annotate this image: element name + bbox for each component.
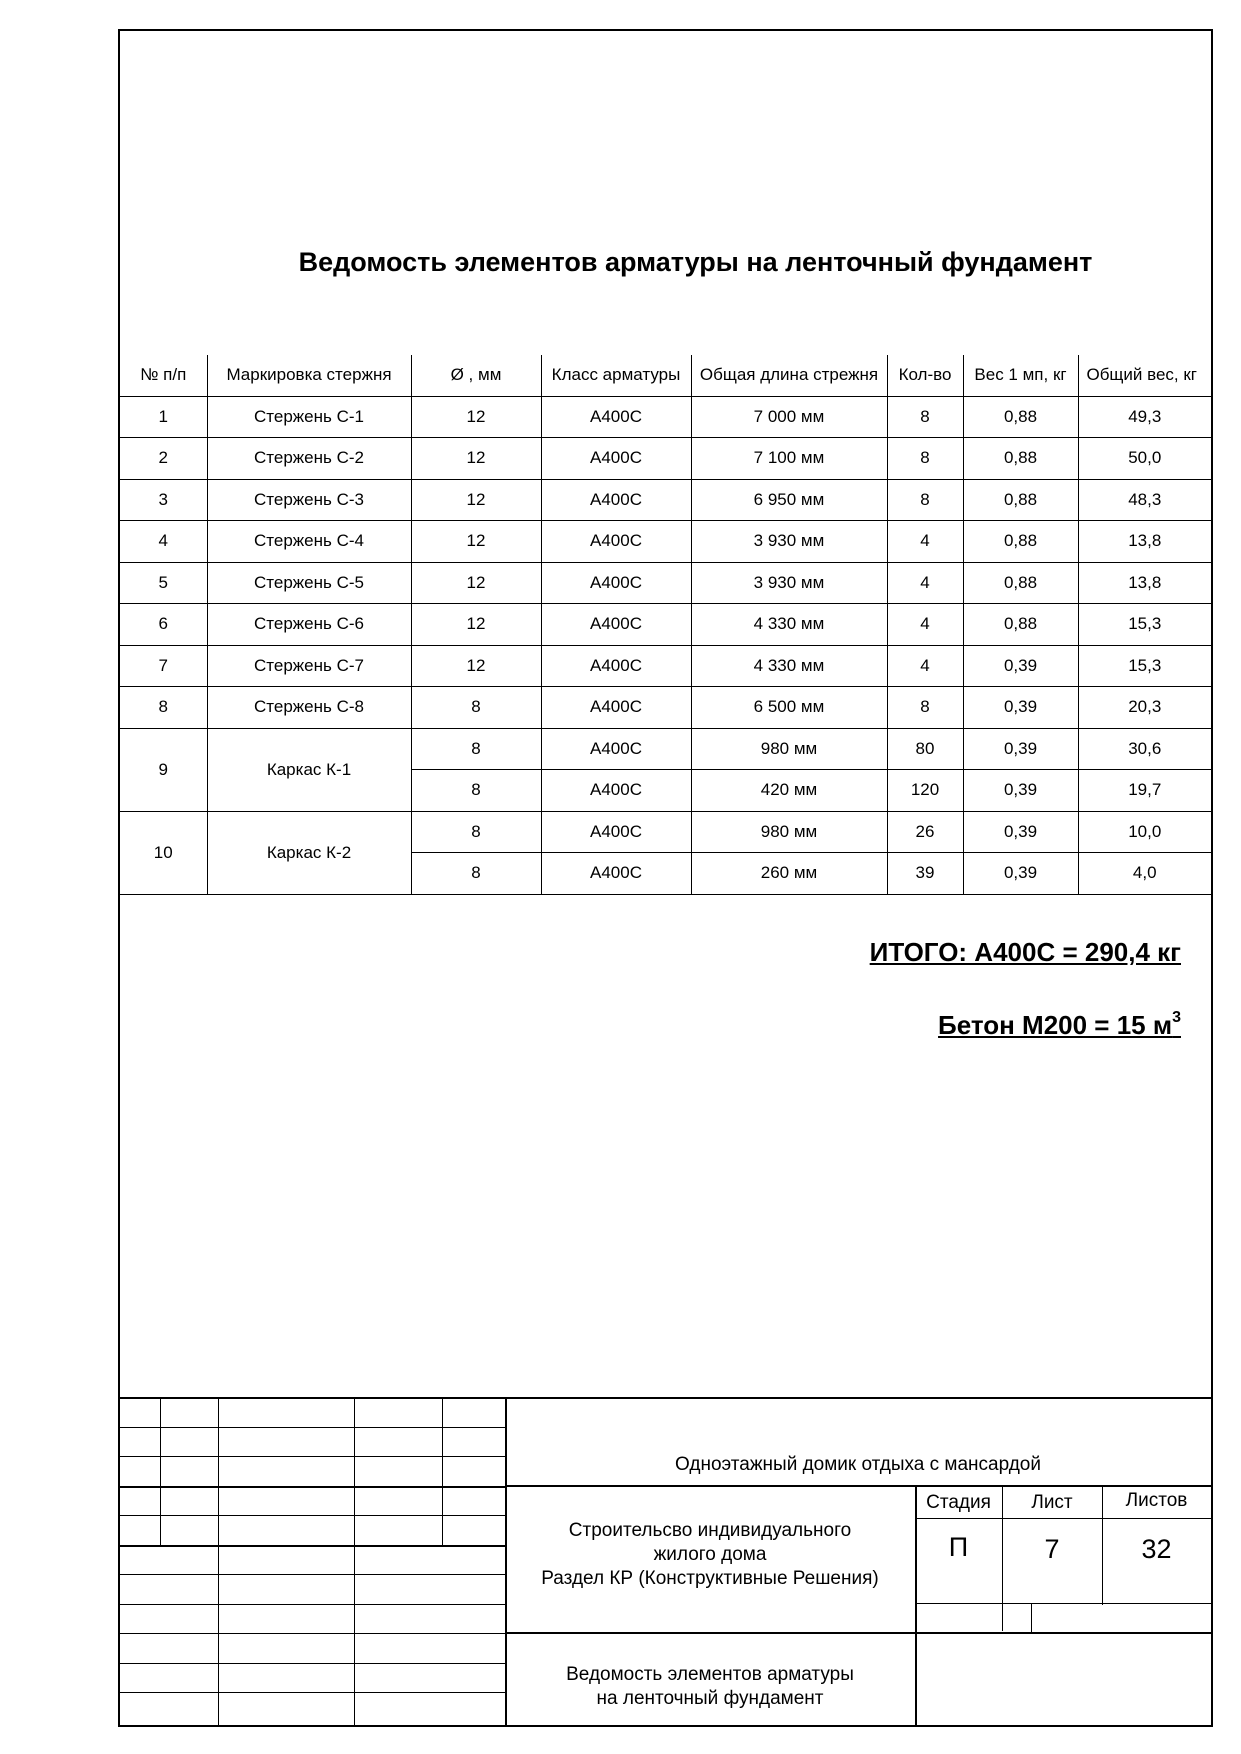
- grid-line: [120, 1633, 505, 1634]
- cell-diameter: 8: [411, 853, 541, 895]
- cell-length: 3 930 мм: [691, 521, 887, 563]
- steel-total: ИТОГО: А400С = 290,4 кг: [869, 937, 1181, 967]
- cell-class: А400С: [541, 438, 691, 480]
- cell-class: А400С: [541, 521, 691, 563]
- cell-num: 9: [120, 728, 207, 811]
- cell-mark: Стержень С-5: [207, 562, 411, 604]
- cell-qty: 120: [887, 770, 963, 812]
- cell-length: 3 930 мм: [691, 562, 887, 604]
- cell-class: А400С: [541, 770, 691, 812]
- cell-num: 6: [120, 604, 207, 646]
- cell-diameter: 8: [411, 770, 541, 812]
- header-num: № п/п: [120, 355, 207, 396]
- cell-num: 3: [120, 479, 207, 521]
- grid-line: [505, 1632, 1211, 1634]
- cell-num: 10: [120, 811, 207, 894]
- cell-length: 4 330 мм: [691, 604, 887, 646]
- grid-line: [505, 1485, 1211, 1487]
- header-unit-weight: Вес 1 мп, кг: [963, 355, 1078, 396]
- cell-unit-weight: 0,39: [963, 687, 1078, 729]
- cell-mark: Стержень С-2: [207, 438, 411, 480]
- grid-line: [354, 1397, 355, 1725]
- grid-line: [120, 1604, 505, 1605]
- cell-length: 420 мм: [691, 770, 887, 812]
- cell-diameter: 8: [411, 687, 541, 729]
- cell-mark: Стержень С-7: [207, 645, 411, 687]
- cell-total-weight: 15,3: [1078, 604, 1211, 646]
- cell-diameter: 12: [411, 438, 541, 480]
- grid-line: [160, 1397, 161, 1545]
- cell-qty: 4: [887, 562, 963, 604]
- grid-line: [120, 1456, 505, 1457]
- table-row: [120, 521, 1211, 563]
- table-row: [120, 645, 1211, 687]
- cell-qty: 8: [887, 438, 963, 480]
- cell-qty: 8: [887, 687, 963, 729]
- cell-total-weight: 30,6: [1078, 728, 1211, 770]
- cell-num: 5: [120, 562, 207, 604]
- cell-num: 1: [120, 396, 207, 438]
- cell-class: А400С: [541, 396, 691, 438]
- sheets-value: 32: [1141, 1534, 1172, 1564]
- cell-length: 980 мм: [691, 728, 887, 770]
- cell-length: 4 330 мм: [691, 645, 887, 687]
- cell-mark: Стержень С-1: [207, 396, 411, 438]
- cell-total-weight: 20,3: [1078, 687, 1211, 729]
- header-mark: Маркировка стержня: [207, 355, 411, 396]
- cell-unit-weight: 0,39: [963, 770, 1078, 812]
- cell-qty: 8: [887, 479, 963, 521]
- grid-line: [120, 1663, 505, 1664]
- description-line-1: Строительсво индивидуального: [568, 1520, 852, 1541]
- cell-total-weight: 4,0: [1078, 853, 1211, 895]
- cell-diameter: 8: [411, 811, 541, 853]
- grid-line: [120, 1545, 505, 1547]
- cell-class: А400С: [541, 479, 691, 521]
- sheet-title-line-1: Ведомость элементов арматуры: [566, 1664, 854, 1685]
- sheet-label: Лист: [1031, 1492, 1073, 1513]
- cell-total-weight: 10,0: [1078, 811, 1211, 853]
- table-row: [120, 811, 1211, 853]
- grid-line: [1002, 1485, 1003, 1631]
- grid-line: [120, 1574, 505, 1575]
- title-block-divider: [505, 1397, 507, 1725]
- cell-unit-weight: 0,39: [963, 728, 1078, 770]
- grid-line: [218, 1397, 219, 1725]
- cell-total-weight: 19,7: [1078, 770, 1211, 812]
- cell-qty: 39: [887, 853, 963, 895]
- cell-class: А400С: [541, 811, 691, 853]
- cell-qty: 8: [887, 396, 963, 438]
- cell-diameter: 12: [411, 604, 541, 646]
- grid-line: [120, 1692, 505, 1693]
- cell-qty: 4: [887, 521, 963, 563]
- sheets-label: Листов: [1125, 1490, 1188, 1511]
- cell-mark: Стержень С-3: [207, 479, 411, 521]
- sheet-title-line-2: на ленточный фундамент: [596, 1688, 824, 1709]
- cell-qty: 80: [887, 728, 963, 770]
- cell-unit-weight: 0,39: [963, 811, 1078, 853]
- cell-unit-weight: 0,88: [963, 396, 1078, 438]
- header-diameter: Ø , мм: [411, 355, 541, 396]
- cell-length: 6 500 мм: [691, 687, 887, 729]
- table-row: [120, 396, 1211, 438]
- cell-total-weight: 13,8: [1078, 562, 1211, 604]
- cell-qty: 4: [887, 604, 963, 646]
- cell-num: 2: [120, 438, 207, 480]
- description-line-2: жилого дома: [653, 1544, 767, 1565]
- table-row: [120, 728, 1211, 770]
- cell-unit-weight: 0,39: [963, 645, 1078, 687]
- concrete-total-text: Бетон М200 = 15 м: [938, 1010, 1173, 1040]
- cell-class: А400С: [541, 687, 691, 729]
- cell-diameter: 12: [411, 645, 541, 687]
- cell-unit-weight: 0,39: [963, 853, 1078, 895]
- header-class: Класс арматуры: [541, 355, 691, 396]
- grid-line: [915, 1603, 1211, 1604]
- cell-mark: Стержень С-4: [207, 521, 411, 563]
- cell-length: 7 100 мм: [691, 438, 887, 480]
- concrete-total-unit-exponent: 3: [1172, 1009, 1181, 1026]
- grid-line: [120, 1486, 505, 1488]
- table-body: [120, 396, 1211, 894]
- cell-class: А400С: [541, 728, 691, 770]
- grid-line: [120, 1515, 505, 1516]
- cell-diameter: 8: [411, 728, 541, 770]
- cell-length: 980 мм: [691, 811, 887, 853]
- cell-unit-weight: 0,88: [963, 479, 1078, 521]
- cell-mark: Каркас К-1: [207, 728, 411, 811]
- cell-class: А400С: [541, 604, 691, 646]
- cell-mark: Каркас К-2: [207, 811, 411, 894]
- rebar-schedule-table: [120, 355, 1211, 895]
- table-header-row: [120, 355, 1211, 396]
- cell-unit-weight: 0,88: [963, 521, 1078, 563]
- cell-diameter: 12: [411, 479, 541, 521]
- cell-diameter: 12: [411, 562, 541, 604]
- drawing-frame: [118, 29, 1213, 1727]
- cell-class: А400С: [541, 562, 691, 604]
- grid-line: [1031, 1603, 1032, 1633]
- cell-class: А400С: [541, 645, 691, 687]
- table-row: [120, 604, 1211, 646]
- cell-class: А400С: [541, 853, 691, 895]
- title-block: [120, 1397, 1211, 1725]
- stage-value: П: [948, 1532, 969, 1562]
- concrete-total: [938, 1009, 1181, 1041]
- grid-line: [915, 1518, 1211, 1519]
- description-line-3: Раздел КР (Конструктивные Решения): [541, 1568, 879, 1589]
- cell-total-weight: 13,8: [1078, 521, 1211, 563]
- cell-total-weight: 48,3: [1078, 479, 1211, 521]
- table-row: [120, 479, 1211, 521]
- grid-line: [915, 1485, 917, 1725]
- sheet-value: 7: [1044, 1534, 1060, 1564]
- cell-length: 7 000 мм: [691, 396, 887, 438]
- title-block-top-border: [120, 1397, 1211, 1399]
- grid-line: [1102, 1485, 1103, 1605]
- header-length: Общая длина стрежня: [691, 355, 887, 396]
- header-total-weight: Общий вес, кг: [1078, 355, 1211, 396]
- cell-length: 260 мм: [691, 853, 887, 895]
- cell-num: 8: [120, 687, 207, 729]
- cell-num: 4: [120, 521, 207, 563]
- cell-total-weight: 50,0: [1078, 438, 1211, 480]
- cell-diameter: 12: [411, 396, 541, 438]
- header-qty: Кол-во: [887, 355, 963, 396]
- cell-unit-weight: 0,88: [963, 604, 1078, 646]
- cell-total-weight: 15,3: [1078, 645, 1211, 687]
- table-row: [120, 562, 1211, 604]
- title-block-sheet-title: [505, 1663, 915, 1711]
- stage-label: Стадия: [926, 1492, 991, 1513]
- table-row: [120, 438, 1211, 480]
- cell-qty: 26: [887, 811, 963, 853]
- cell-qty: 4: [887, 645, 963, 687]
- cell-mark: Стержень С-8: [207, 687, 411, 729]
- cell-total-weight: 49,3: [1078, 396, 1211, 438]
- cell-mark: Стержень С-6: [207, 604, 411, 646]
- cell-length: 6 950 мм: [691, 479, 887, 521]
- cell-num: 7: [120, 645, 207, 687]
- grid-line: [120, 1427, 505, 1428]
- cell-unit-weight: 0,88: [963, 562, 1078, 604]
- cell-diameter: 12: [411, 521, 541, 563]
- table-row: [120, 687, 1211, 729]
- grid-line: [442, 1397, 443, 1545]
- title-block-description: [505, 1519, 915, 1591]
- cell-unit-weight: 0,88: [963, 438, 1078, 480]
- title-block-project: Одноэтажный домик отдыха с мансардой: [675, 1454, 1041, 1475]
- document-title: Ведомость элементов арматуры на ленточный фундамент: [298, 247, 1093, 277]
